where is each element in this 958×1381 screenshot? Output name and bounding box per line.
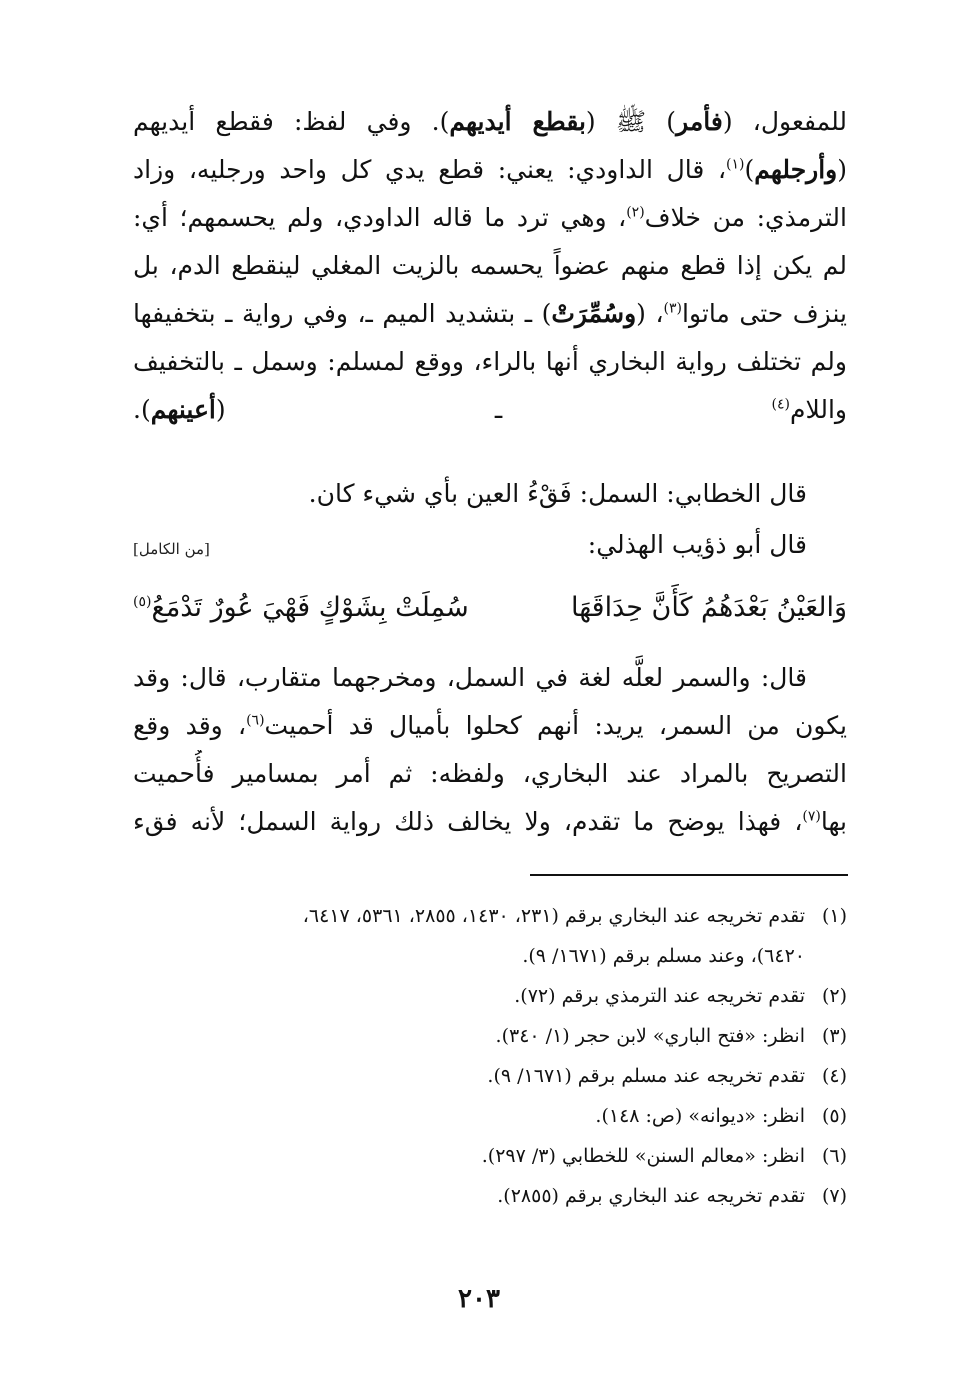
footnote-item [133,896,847,976]
footnote-text [133,896,805,976]
footnote-number: (٤) [821,1065,847,1087]
text-run: ) ـ بتشديد الميم ـ، وفي رواية ـ بتخفيفها [133,299,552,328]
text-run: ينزف حتى ماتوا [682,299,847,328]
text-run: ولم تختلف رواية البخاري أنها بالراء، ووقع لمسلم: وسمل ـ بالتخفيف [133,347,847,376]
text-run: الترمذي: من خلاف [644,203,847,232]
footnote-marker: (٥) [133,594,152,610]
text-run: ) ﷺ ( [585,107,677,136]
text-run: ( [837,155,847,184]
poetry-verse [133,592,847,636]
text-line [133,386,847,434]
footnote-number: (١) [821,905,847,927]
text-run: ، وقد وقع [133,711,247,740]
text-line [133,194,847,242]
text-run: قال: والسمر لعلَّه لغة في السمل، ومخرجهما متقارب، قال: وقد [133,663,807,692]
footnote-number: (٢) [821,985,847,1007]
khattabi-quote: قال الخطابي: السمل: فَقْءُ العين بأي شيء كان. [308,479,807,508]
footnote-item [133,976,847,1016]
footnote-text [133,1096,805,1136]
footnote-marker: (٣) [663,300,682,317]
text-line [133,654,847,702]
text-run: ـ ( [215,395,772,424]
footnote-text-line: انظر: «ديوانه» (ص: ١٤٨). [595,1105,805,1127]
text-line [133,338,847,386]
hadith-text: وسُمِّرَتْ [551,299,637,328]
footnotes [133,896,847,1216]
footnote-number: (٥) [821,1105,847,1127]
verse-hemistich-second-text: سُمِلَتْ بِشَوْكٍ فَهْيَ عُورٌ تَدْمَعُ [151,592,469,623]
verse-hemistich-second [133,592,469,623]
footnote-marker: (٤) [771,396,790,413]
text-run: ) [744,155,755,184]
footnote-number: (٣) [821,1025,847,1047]
hadith-text: وأرجلهم [754,155,838,184]
footnote-text-line: تقدم تخريجه عند البخاري برقم (٢٣١، ١٤٣٠، ٢٨٥٥، ٥٣٦١، ٦٤١٧، [302,905,805,927]
footnote-text-continuation: ٦٤٢٠)، وعند مسلم برقم (١٦٧١/ ٩). [522,945,805,967]
hadith-text: فأمر [676,107,723,136]
footnote-number: (٦) [821,1145,847,1167]
footnote-item [133,1016,847,1056]
footnote-text-line: تقدم تخريجه عند البخاري برقم (٢٨٥٥). [497,1185,805,1207]
footnote-item [133,1056,847,1096]
footnote-text [133,1056,805,1096]
footnote-item [133,1096,847,1136]
footnote-marker: (٦) [246,712,265,729]
footnote-text-line: انظر: «معالم السنن» للخطابي (٣/ ٢٩٧). [481,1145,805,1167]
footnote-text [133,1136,805,1176]
text-line [133,750,847,798]
footnote-marker: (١) [726,156,745,173]
text-line [133,98,847,146]
poetic-meter: [من الكامل] [133,540,210,558]
footnote-text [133,1016,805,1056]
poet-name: قال أبو ذؤيب الهذلي: [587,530,807,559]
footnote-marker: (٢) [626,204,645,221]
footnote-item [133,1176,847,1216]
footnote-text-line: تقدم تخريجه عند الترمذي برقم (٧٢). [514,985,805,1007]
text-line [133,798,847,846]
text-run: ، فهذا يوضح ما تقدم، ولا يخالف ذلك رواية السمل؛ لأنه فقء [133,807,803,836]
main-text-continued [133,654,847,846]
page-number: ٢٠٣ [458,1284,500,1314]
poet-attribution [133,530,847,570]
text-line [133,290,847,338]
text-line [133,146,847,194]
footnote-number: (٧) [821,1185,847,1207]
footnote-item [133,1136,847,1176]
footnote-text-line: انظر: «فتح الباري» لابن حجر (١/ ٣٤٠). [495,1025,805,1047]
footnote-marker: (٧) [802,808,821,825]
text-run: واللام [789,395,847,424]
text-run: لم يكن إذا قطع منهم عضواً يحسمه بالزيت المغلي لينقطع الدم، بل [133,251,847,280]
text-run: يكون من السمر، يريد: أنهم كحلوا بأميال قد أحميت [264,711,847,740]
text-run: للمفعول، ( [722,107,847,136]
footnote-text [133,976,805,1016]
text-run: التصريح بالمراد عند البخاري، ولفظه: ثم أمر بمسامير فأُحميت [133,759,847,788]
footnote-text [133,1176,805,1216]
text-run: ، وهي ترد ما قاله الداودي، ولم يحسمهم؛ أي: [133,203,627,232]
footnote-text-line: تقدم تخريجه عند مسلم برقم (١٦٧١/ ٩). [487,1065,805,1087]
hadith-text: بقطع أيديهم [449,107,586,136]
hadith-text: أعينهم [150,395,216,424]
text-line [133,702,847,750]
text-run: ). [133,395,151,424]
text-run: بها [820,807,847,836]
text-run: ، ( [636,299,664,328]
text-run: ، قال الداودي: يعني: قطع يدي كل واحد ورجليه، وزاد [133,155,727,184]
main-text [133,98,847,434]
footnote-separator [530,874,848,876]
verse-hemistich-first: وَالعَيْنُ بَعْدَهُمُ كَأَنَّ حِدَاقَهَا [570,592,847,623]
text-run: ). وفي لفظ: فقطع أيديهم [133,107,450,136]
text-line [133,242,847,290]
